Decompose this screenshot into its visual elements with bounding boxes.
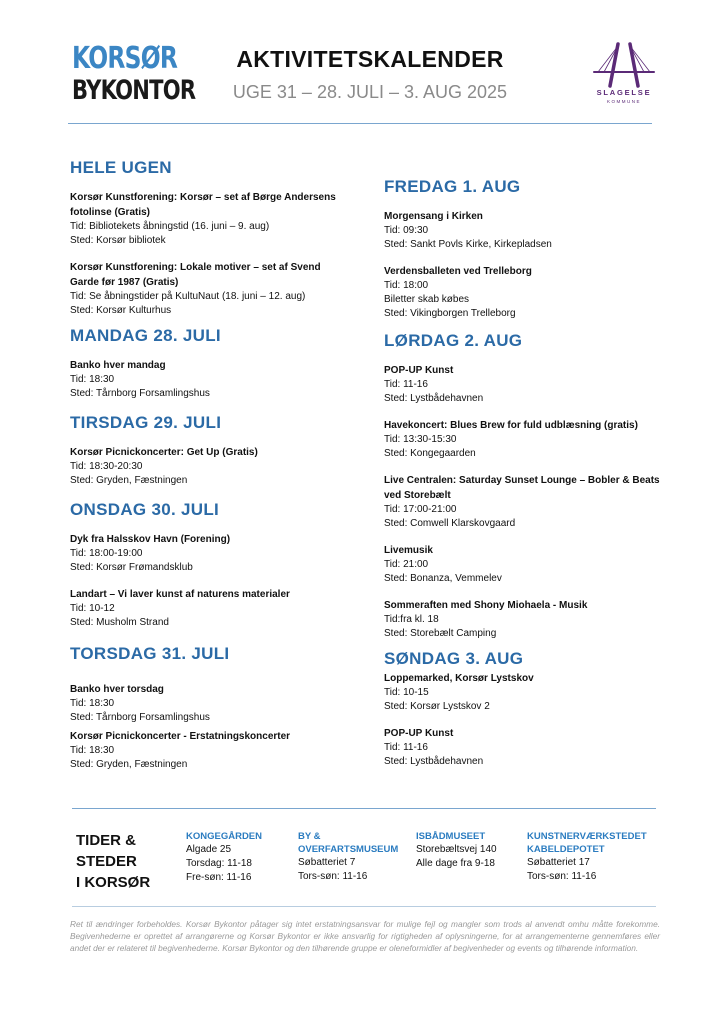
event-place: Sted: Lystbådehavnen: [384, 393, 484, 404]
event-item: [70, 358, 342, 401]
event-place: Sted: Tårnborg Forsamlingshus: [70, 388, 210, 399]
location-isbaadmuseet: [416, 830, 522, 871]
event-ticket-note: Biletter skab købes: [384, 294, 470, 305]
location-address: Søbatteriet 7: [298, 857, 356, 868]
event-title: Korsør Picnickoncerter: Get Up (Gratis): [70, 447, 258, 458]
day-section-mandag: [70, 326, 342, 401]
event-time: Tid: 17:00-21:00: [384, 504, 457, 515]
event-title: Korsør Picnickoncerter - Erstatningskoncerter: [70, 731, 291, 742]
day-section-torsdag: [70, 644, 342, 772]
location-hours: Torsdag: 11-18: [186, 858, 252, 869]
footer-label: [76, 830, 150, 893]
event-item: [384, 473, 660, 531]
event-place: Sted: Kongegaarden: [384, 448, 476, 459]
logo-bykontor-text: BYKONTOR: [72, 75, 196, 106]
event-time: Tid: 18:00-19:00: [70, 548, 143, 559]
footer-bottom-divider: [72, 906, 656, 907]
footer-label-line: TIDER &: [76, 832, 136, 849]
event-item: [384, 418, 660, 461]
event-time: Tid: 11-16: [384, 742, 428, 753]
event-title: Landart – Vi laver kunst af naturens materialer: [70, 589, 290, 600]
slagelse-logo-subtext: KOMMUNE: [607, 99, 641, 104]
footer-top-divider: [72, 808, 656, 809]
event-time: Tid: 18:30: [70, 698, 115, 709]
location-name: KUNSTNERVÆRKSTEDET: [527, 831, 647, 842]
event-place: Sted: Korsør Kulturhus: [70, 305, 172, 316]
event-item: [70, 260, 342, 318]
day-heading: SØNDAG 3. AUG: [384, 649, 524, 668]
day-section-tirsdag: [70, 413, 342, 488]
event-time: Tid: Se åbningstider på KultuNaut (18. juni – 12. aug): [70, 291, 306, 302]
event-place: Sted: Vikingborgen Trelleborg: [384, 308, 516, 319]
day-heading: LØRDAG 2. AUG: [384, 331, 523, 350]
event-title: POP-UP Kunst: [384, 728, 454, 739]
event-item: [384, 264, 660, 321]
event-title: Dyk fra Halsskov Havn (Forening): [70, 534, 231, 545]
left-column: [70, 158, 342, 772]
event-title: Sommeraften med Shony Miohaela - Musik: [384, 600, 588, 611]
event-item: [70, 729, 342, 772]
page-title: AKTIVITETSKALENDER: [236, 46, 504, 72]
event-item: [70, 445, 342, 488]
location-name: BY &: [298, 831, 321, 842]
event-time: Tid: Bibliotekets åbningstid (16. juni – 9. aug): [70, 221, 270, 232]
event-title: Korsør Kunstforening: Korsør – set af Børge Andersens fotolinse (Gratis): [70, 192, 336, 218]
day-section-sondag: [384, 649, 660, 769]
event-place: Sted: Gryden, Fæstningen: [70, 759, 188, 770]
event-time: Tid: 18:30-20:30: [70, 461, 143, 472]
event-title: Loppemarked, Korsør Lystskov: [384, 673, 534, 684]
event-title: Korsør Kunstforening: Lokale motiver – set af Svend Garde før 1987 (Gratis): [70, 262, 321, 288]
location-address: Storebæltsvej 140: [416, 844, 497, 855]
location-kongegaarden: [186, 830, 294, 885]
location-hours: Tors-søn: 11-16: [527, 871, 597, 882]
event-item: [384, 209, 660, 252]
location-hours: Tors-søn: 11-16: [298, 871, 368, 882]
day-heading: TORSDAG 31. JULI: [70, 644, 230, 663]
event-place: Sted: Gryden, Fæstningen: [70, 475, 188, 486]
event-place: Sted: Korsør Frømandsklub: [70, 562, 193, 573]
event-title: Banko hver mandag: [70, 360, 166, 371]
event-place: Sted: Comwell Klarskovgaard: [384, 518, 516, 529]
event-place: Sted: Lystbådehavnen: [384, 756, 484, 767]
event-title: Verdensballeten ved Trelleborg: [384, 266, 532, 277]
event-place: Sted: Tårnborg Forsamlingshus: [70, 712, 210, 723]
logo-korsor-text: KORSØR: [72, 41, 178, 76]
slagelse-bridge-logo-icon: [592, 40, 656, 90]
event-time: Tid: 18:30: [70, 745, 115, 756]
location-hours: Fre-søn: 11-16: [186, 872, 252, 883]
footer-label-line: I KORSØR: [76, 874, 151, 891]
event-item: [70, 190, 342, 248]
location-name: KABELDEPOTET: [527, 844, 605, 855]
event-item: [384, 726, 660, 769]
page-subtitle: UGE 31 – 28. JULI – 3. AUG 2025: [232, 82, 508, 102]
event-item: [384, 543, 660, 586]
location-overfartsmuseum: [298, 830, 412, 884]
footer-label-line: STEDER: [76, 853, 137, 870]
event-item: [384, 598, 660, 641]
event-title: Banko hver torsdag: [70, 684, 164, 695]
event-place: Sted: Korsør bibliotek: [70, 235, 166, 246]
event-time: Tid: 11-16: [384, 379, 428, 390]
event-item: [70, 587, 342, 630]
event-time: Tid: 18:00: [384, 280, 429, 291]
event-time: Tid: 21:00: [384, 559, 429, 570]
event-item: [384, 671, 660, 714]
event-time: Tid: 10-12: [70, 603, 115, 614]
event-item: [70, 682, 342, 725]
event-time: Tid: 18:30: [70, 374, 115, 385]
location-address: Søbatteriet 17: [527, 857, 590, 868]
day-heading: FREDAG 1. AUG: [384, 177, 521, 196]
slagelse-logo-text: SLAGELSE: [596, 88, 652, 97]
event-title: POP-UP Kunst: [384, 365, 454, 376]
disclaimer-text: Ret til ændringer forbeholdes. Korsør Bykontor påtager sig intet erstatningsansvar for mulige fejl og mangler som trods al anvendt omhu måtte forekomme. Begivenhederne er oprettet af arrangørerne og Korsør Bykontor er ikke ansvarlig for rigtigheden af oplysningerne, for at arrangementerne gennemføres eller andet der er relateret til begivenhederne. Korsør Bykontor og den tilhørende gruppe er oleneformidler af begivenheder og events og tilhørende information.: [70, 919, 660, 954]
day-section-fredag: [384, 177, 660, 321]
location-address: Algade 25: [186, 844, 232, 855]
location-name: OVERFARTSMUSEUM: [298, 844, 399, 855]
day-section-lordag: [384, 331, 660, 641]
event-title: Livemusik: [384, 545, 433, 556]
day-heading: HELE UGEN: [70, 158, 172, 177]
event-place: Sted: Korsør Lystskov 2: [384, 701, 490, 712]
event-time: Tid: 10-15: [384, 687, 429, 698]
location-hours: Alle dage fra 9-18: [416, 858, 495, 869]
header-divider: [68, 123, 652, 124]
event-item: [384, 363, 660, 406]
event-place: Sted: Storebælt Camping: [384, 628, 497, 639]
event-place: Sted: Musholm Strand: [70, 617, 169, 628]
event-time: Tid: 09:30: [384, 225, 429, 236]
event-title: Havekoncert: Blues Brew for fuld udblæsning (gratis): [384, 420, 638, 431]
day-section-onsdag: [70, 500, 342, 630]
event-item: [70, 532, 342, 575]
location-name: ISBÅDMUSEET: [416, 831, 486, 842]
event-place: Sted: Sankt Povls Kirke, Kirkepladsen: [384, 239, 552, 250]
day-heading: TIRSDAG 29. JULI: [70, 413, 222, 432]
right-column: [384, 177, 660, 769]
event-time: Tid:fra kl. 18: [384, 614, 439, 625]
day-section-hele-ugen: [70, 158, 342, 318]
day-heading: ONSDAG 30. JULI: [70, 500, 220, 519]
location-name: KONGEGÅRDEN: [186, 831, 263, 842]
event-title: Live Centralen: Saturday Sunset Lounge – Bobler & Beats ved Storebælt: [384, 475, 660, 501]
event-time: Tid: 13:30-15:30: [384, 434, 457, 445]
event-place: Sted: Bonanza, Vemmelev: [384, 573, 502, 584]
event-title: Morgensang i Kirken: [384, 211, 483, 222]
location-kabeldepotet: [527, 830, 659, 884]
day-heading: MANDAG 28. JULI: [70, 326, 221, 345]
